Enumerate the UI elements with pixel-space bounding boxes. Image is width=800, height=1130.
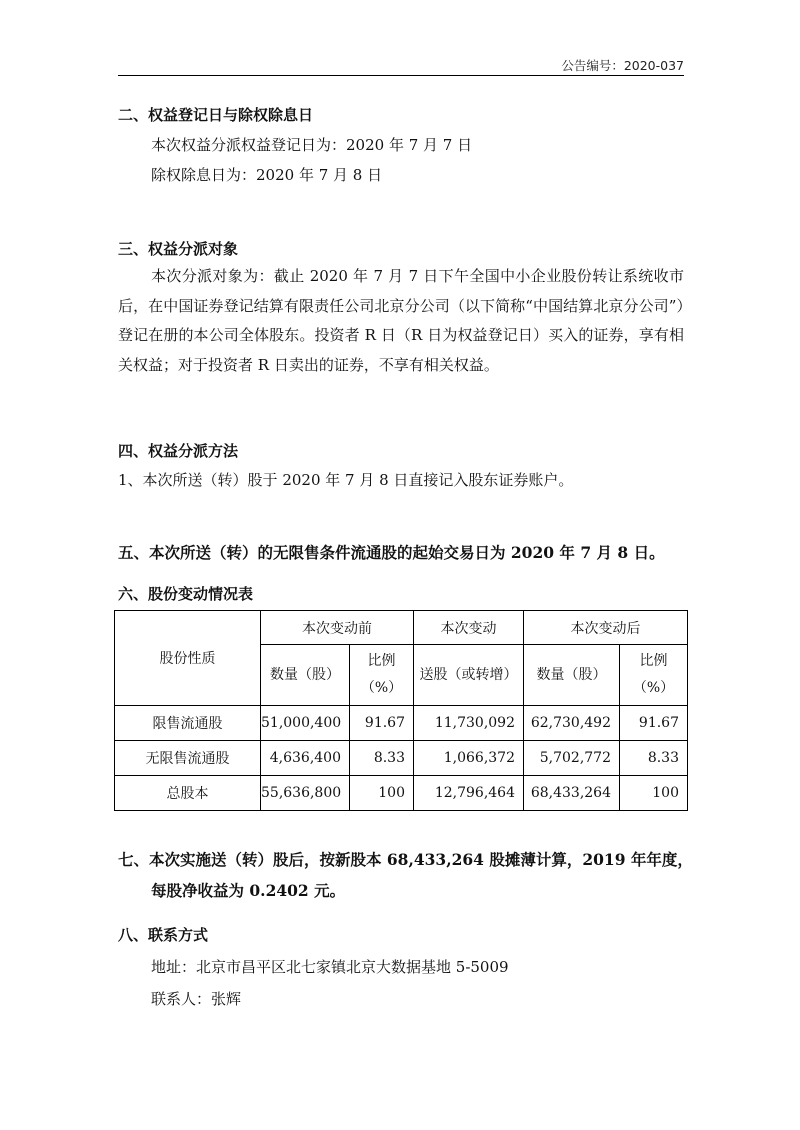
header-after-change: 本次变动后	[524, 611, 688, 645]
subheader-qty-before: 数量（股）	[261, 645, 350, 706]
section-3-body: 本次分派对象为：截止 2020 年 7 月 7 日下午全国中小企业股份转让系统收市后，在中国证券登记结算有限责任公司北京分公司（以下简称“中国结算北京分公司”）登记在册的本公司全体股东。投资者 R 日（R 日为权益登记日）买入的证券，享有相关权益；对于投资者 R 日卖出的证券，不享有相关权益。	[118, 267, 684, 375]
row-name: 无限售流通股	[115, 741, 261, 776]
cell-qty-after: 68,433,264	[524, 776, 620, 811]
contact-person: 联系人：张辉	[151, 990, 242, 1008]
cell-ratio-before: 91.67	[350, 706, 414, 741]
header-change: 本次变动	[414, 611, 524, 645]
table-row	[115, 706, 688, 741]
section-4-title: 四、权益分派方法	[118, 442, 239, 460]
cell-qty-before: 4,636,400	[261, 741, 350, 776]
cell-change: 11,730,092	[414, 706, 524, 741]
share-change-table	[114, 610, 688, 811]
contact-address: 地址：北京市昌平区北七家镇北京大数据基地 5-5009	[151, 958, 509, 976]
section-7-line-1: 七、本次实施送（转）股后，按新股本 68,433,264 股摊薄计算，2019 年年度，	[118, 850, 693, 869]
subheader-qty-after: 数量（股）	[524, 645, 620, 706]
cell-qty-before: 51,000,400	[261, 706, 350, 741]
section-8-title: 八、联系方式	[118, 926, 209, 944]
header-divider	[118, 75, 684, 76]
cell-ratio-before: 100	[350, 776, 414, 811]
cell-qty-after: 62,730,492	[524, 706, 620, 741]
cell-qty-after: 5,702,772	[524, 741, 620, 776]
row-name: 总股本	[115, 776, 261, 811]
cell-ratio-after: 100	[620, 776, 688, 811]
table-row	[115, 776, 688, 811]
cell-change: 1,066,372	[414, 741, 524, 776]
section-4-item-1: 1、本次所送（转）股于 2020 年 7 月 8 日直接记入股东证券账户。	[118, 471, 574, 489]
cell-qty-before: 55,636,800	[261, 776, 350, 811]
record-date-text: 本次权益分派权益登记日为：2020 年 7 月 7 日	[151, 136, 473, 154]
cell-change: 12,796,464	[414, 776, 524, 811]
section-6-title: 六、股份变动情况表	[118, 585, 254, 603]
section-3-title: 三、权益分派对象	[118, 240, 239, 258]
subheader-ratio-after: 比例 （%）	[620, 645, 688, 706]
row-name: 限售流通股	[115, 706, 261, 741]
table-row	[115, 741, 688, 776]
header-before-change: 本次变动前	[261, 611, 414, 645]
section-5-text: 五、本次所送（转）的无限售条件流通股的起始交易日为 2020 年 7 月 8 日。	[118, 543, 665, 562]
ex-dividend-date-text: 除权除息日为：2020 年 7 月 8 日	[151, 166, 383, 184]
cell-ratio-after: 91.67	[620, 706, 688, 741]
header-share-nature: 股份性质	[115, 611, 261, 706]
subheader-bonus-shares: 送股（或转增）	[414, 645, 524, 706]
cell-ratio-before: 8.33	[350, 741, 414, 776]
section-2-title: 二、权益登记日与除权除息日	[118, 106, 314, 124]
notice-number: 公告编号：2020-037	[561, 58, 684, 73]
section-7-line-2: 每股净收益为 0.2402 元。	[151, 881, 346, 900]
cell-ratio-after: 8.33	[620, 741, 688, 776]
subheader-ratio-before: 比例 （%）	[350, 645, 414, 706]
